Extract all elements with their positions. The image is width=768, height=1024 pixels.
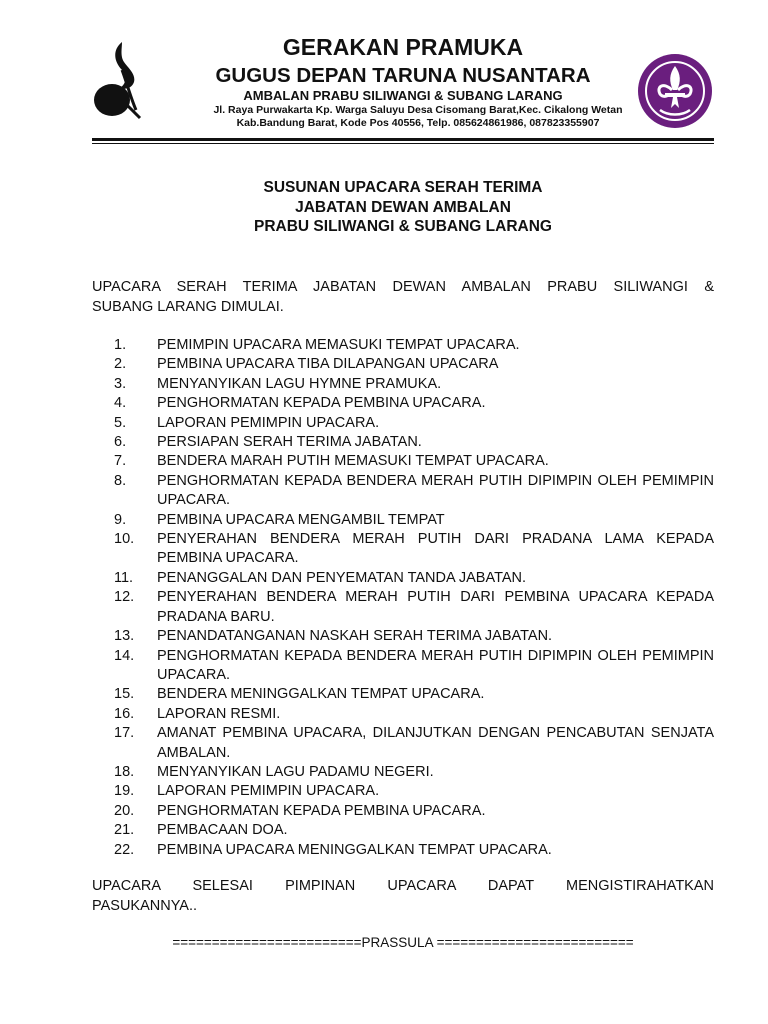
list-item-text: PENANDATANGANAN NASKAH SERAH TERIMA JABATAN. <box>157 628 553 645</box>
list-item-number: 20. <box>114 802 135 819</box>
closing-line-2: PASUKANNYA.. <box>92 898 198 914</box>
list-item-text: MENYANYIKAN LAGU HYMNE PRAMUKA. <box>157 375 442 392</box>
list-item <box>92 627 714 646</box>
list-item-text: LAPORAN PEMIMPIN UPACARA. <box>157 783 380 800</box>
world-scout-emblem-icon <box>636 52 714 130</box>
list-item-text: PENYERAHAN BENDERA MERAH PUTIH DARI PRADANA LAMA KEPADA PEMBINA UPACARA. <box>157 531 714 567</box>
ceremony-steps-list <box>92 336 714 860</box>
title-line-2: JABATAN DEWAN AMBALAN <box>295 198 511 216</box>
list-item <box>92 588 714 627</box>
list-item-text: PEMIMPIN UPACARA MEMASUKI TEMPAT UPACARA. <box>157 337 520 353</box>
gugus-depan-name: GUGUS DEPAN TARUNA NUSANTARA <box>215 64 591 87</box>
list-item-text: PERSIAPAN SERAH TERIMA JABATAN. <box>157 434 422 451</box>
list-item-number: 22. <box>114 841 135 858</box>
list-item-text: PEMBINA UPACARA MENGAMBIL TEMPAT <box>157 511 445 528</box>
list-item <box>92 394 714 413</box>
list-item-number: 3. <box>114 375 127 392</box>
list-item <box>92 705 714 724</box>
list-item-text: BENDERA MARAH PUTIH MEMASUKI TEMPAT UPACARA. <box>157 453 549 470</box>
list-item <box>92 802 714 821</box>
list-item-number: 14. <box>114 647 135 664</box>
list-item <box>92 530 714 569</box>
list-item <box>92 375 714 394</box>
list-item-text: LAPORAN PEMIMPIN UPACARA. <box>157 414 380 431</box>
list-item-number: 1. <box>114 337 127 353</box>
list-item-text: PENGHORMATAN KEPADA BENDERA MERAH PUTIH DIPIMPIN OLEH PEMIMPIN UPACARA. <box>157 472 714 509</box>
list-item <box>92 433 714 452</box>
list-item-text: AMANAT PEMBINA UPACARA, DILANJUTKAN DENGAN PENCABUTAN SENJATA AMBALAN. <box>157 725 714 761</box>
list-item <box>92 414 714 433</box>
closing-line-1: UPACARA SELESAI PIMPINAN UPACARA DAPAT MENGISTIRAHATKAN <box>92 878 714 894</box>
list-item <box>92 472 714 511</box>
list-item <box>92 782 714 801</box>
org-name: GERAKAN PRAMUKA <box>282 34 524 60</box>
list-item-number: 21. <box>114 822 135 839</box>
list-item-number: 10. <box>114 531 135 548</box>
address-line-2: Kab.Bandung Barat, Kode Pos 40556, Telp. 085624861986, 087823355907 <box>236 117 600 129</box>
list-item-number: 9. <box>114 511 127 528</box>
list-item-number: 12. <box>114 589 135 606</box>
list-item <box>92 724 714 763</box>
letterhead-rule-thick <box>92 138 714 141</box>
list-item <box>92 452 714 471</box>
list-item-number: 18. <box>114 763 135 780</box>
list-item-number: 2. <box>114 356 127 373</box>
list-item <box>92 841 714 860</box>
title-line-3: PRABU SILIWANGI & SUBANG LARANG <box>254 218 552 235</box>
list-item-text: PEMBINA UPACARA MENINGGALKAN TEMPAT UPACARA. <box>157 841 552 858</box>
document-title <box>92 178 714 237</box>
list-item-number: 13. <box>114 628 135 645</box>
list-item-number: 16. <box>114 705 135 722</box>
intro-paragraph <box>92 277 714 317</box>
footer-signature: ========================PRASSULA ========================= <box>172 935 634 950</box>
list-item <box>92 511 714 530</box>
list-item-text: PENANGGALAN DAN PENYEMATAN TANDA JABATAN. <box>157 569 527 586</box>
list-item <box>92 336 714 355</box>
title-line-1: SUSUNAN UPACARA SERAH TERIMA <box>263 179 543 196</box>
list-item-text: BENDERA MENINGGALKAN TEMPAT UPACARA. <box>157 686 485 703</box>
list-item <box>92 569 714 588</box>
list-item-number: 4. <box>114 395 127 412</box>
intro-line-1: UPACARA SERAH TERIMA JABATAN DEWAN AMBALAN PRABU SILIWANGI & <box>92 279 714 295</box>
closing-paragraph <box>92 876 714 916</box>
list-item <box>92 685 714 704</box>
list-item-number: 6. <box>114 434 127 451</box>
list-item-number: 7. <box>114 453 127 470</box>
list-item-number: 15. <box>114 686 135 703</box>
list-item <box>92 821 714 840</box>
list-item <box>92 647 714 686</box>
intro-line-2: SUBANG LARANG DIMULAI. <box>92 299 284 315</box>
list-item-text: PENYERAHAN BENDERA MERAH PUTIH DARI PEMBINA UPACARA KEPADA PRADANA BARU. <box>157 589 714 625</box>
list-item-text: PEMBINA UPACARA TIBA DILAPANGAN UPACARA <box>157 356 499 373</box>
letterhead <box>92 30 714 142</box>
list-item-text: PENGHORMATAN KEPADA BENDERA MERAH PUTIH DIPIMPIN OLEH PEMIMPIN UPACARA. <box>157 647 714 683</box>
list-item-number: 5. <box>114 414 127 431</box>
list-item-number: 11. <box>114 569 134 586</box>
letterhead-rule-thin <box>92 143 714 144</box>
list-item-text: PENGHORMATAN KEPADA PEMBINA UPACARA. <box>157 395 486 412</box>
list-item-text: LAPORAN RESMI. <box>157 705 281 722</box>
list-item-text: PENGHORMATAN KEPADA PEMBINA UPACARA. <box>157 802 486 819</box>
list-item <box>92 355 714 374</box>
list-item-number: 8. <box>114 472 127 489</box>
list-item <box>92 763 714 782</box>
list-item-number: 19. <box>114 783 135 800</box>
ambalan-name: AMBALAN PRABU SILIWANGI & SUBANG LARANG <box>243 88 563 103</box>
address-line-1: Jl. Raya Purwakarta Kp. Warga Saluyu Desa Cisomang Barat,Kec. Cikalong Wetan <box>213 104 623 116</box>
list-item-text: PEMBACAAN DOA. <box>157 822 288 839</box>
list-item-number: 17. <box>114 725 135 742</box>
list-item-text: MENYANYIKAN LAGU PADAMU NEGERI. <box>157 763 434 780</box>
